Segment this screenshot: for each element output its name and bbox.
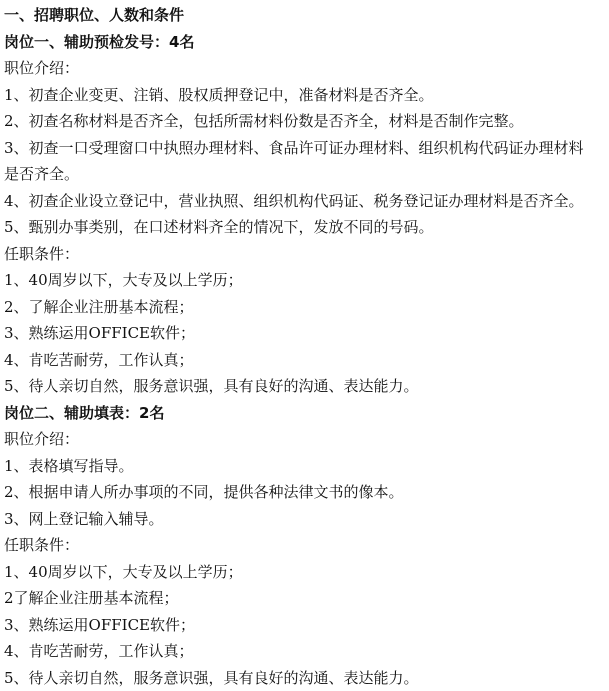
position-2-intro-item: 3、网上登记输入辅导。 [4, 506, 609, 533]
position-1-title: 岗位一、辅助预检发号：4名 [4, 29, 609, 56]
position-1-req-label: 任职条件： [4, 241, 609, 268]
position-2-title: 岗位二、辅助填表：2名 [4, 400, 609, 427]
position-1-intro-label: 职位介绍： [4, 55, 609, 82]
position-2-req-item: 4、肯吃苦耐劳，工作认真； [4, 638, 609, 665]
position-2-intro-item: 1、表格填写指导。 [4, 453, 609, 480]
document-body [0, 2, 609, 691]
position-1-intro-item-continued: 是否齐全。 [4, 161, 609, 188]
position-2-intro-item: 2、根据申请人所办事项的不同，提供各种法律文书的像本。 [4, 479, 609, 506]
position-1-req-item: 3、熟练运用OFFICE软件； [4, 320, 609, 347]
position-2-req-item: 5、待人亲切自然，服务意识强，具有良好的沟通、表达能力。 [4, 665, 609, 691]
position-1-req-item: 5、待人亲切自然，服务意识强，具有良好的沟通、表达能力。 [4, 373, 609, 400]
position-2-req-item: 1、40周岁以下，大专及以上学历； [4, 559, 609, 586]
position-1-intro-item: 5、甄别办事类别，在口述材料齐全的情况下，发放不同的号码。 [4, 214, 609, 241]
position-1-req-item: 1、40周岁以下，大专及以上学历； [4, 267, 609, 294]
position-1-intro-item: 3、初查一口受理窗口中执照办理材料、食品许可证办理材料、组织机构代码证办理材料 [4, 135, 609, 162]
position-2-req-item: 3、熟练运用OFFICE软件； [4, 612, 609, 639]
position-1-req-item: 2、了解企业注册基本流程； [4, 294, 609, 321]
position-1-intro-item: 4、初查企业设立登记中，营业执照、组织机构代码证、税务登记证办理材料是否齐全。 [4, 188, 609, 215]
section-title: 一、招聘职位、人数和条件 [4, 2, 609, 29]
position-2-req-item: 2了解企业注册基本流程； [4, 585, 609, 612]
position-1-req-item: 4、肯吃苦耐劳，工作认真； [4, 347, 609, 374]
position-1-intro-item: 2、初查名称材料是否齐全，包括所需材料份数是否齐全，材料是否制作完整。 [4, 108, 609, 135]
position-1-intro-item: 1、初查企业变更、注销、股权质押登记中，准备材料是否齐全。 [4, 82, 609, 109]
position-2-req-label: 任职条件： [4, 532, 609, 559]
position-2-intro-label: 职位介绍： [4, 426, 609, 453]
